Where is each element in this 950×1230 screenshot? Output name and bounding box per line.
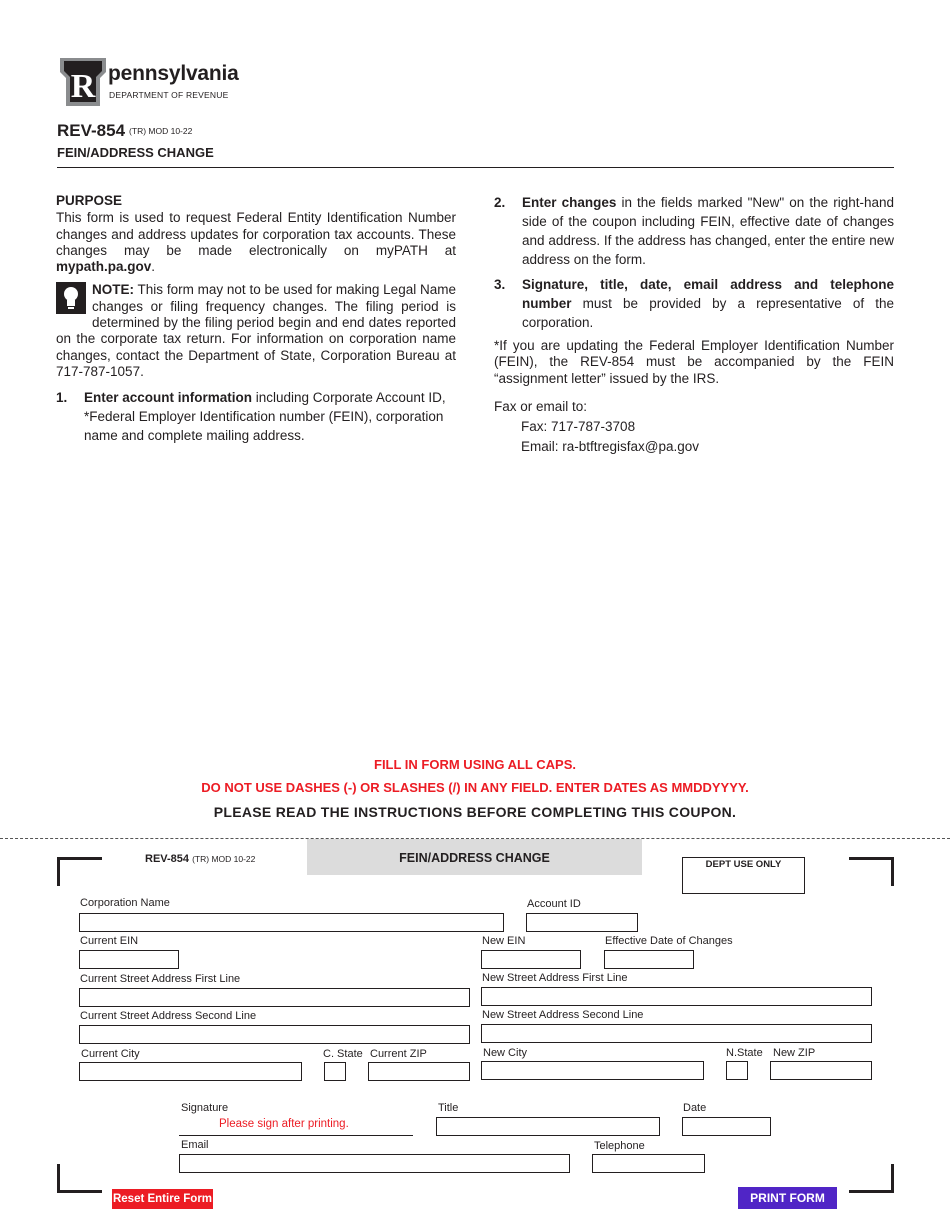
- current-city-field[interactable]: [79, 1062, 302, 1081]
- pa-keystone-logo: [60, 58, 106, 106]
- fax-heading: Fax or email to:: [494, 398, 588, 414]
- current-street2-field[interactable]: [79, 1025, 470, 1044]
- corner-mark-br: [849, 1164, 894, 1193]
- caps-warning: FILL IN FORM USING ALL CAPS.: [374, 757, 576, 772]
- brand-name: pennsylvania: [108, 62, 239, 85]
- corner-mark-tr: [849, 857, 894, 886]
- email-field[interactable]: [179, 1154, 570, 1173]
- new-city-field[interactable]: [481, 1061, 704, 1080]
- current-street1-label: Current Street Address First Line: [80, 973, 241, 985]
- corner-mark-bl: [57, 1164, 102, 1193]
- new-street2-field[interactable]: [481, 1024, 872, 1043]
- telephone-label: Telephone: [594, 1140, 645, 1152]
- print-form-button[interactable]: PRINT FORM: [738, 1187, 837, 1209]
- mypath-link: mypath.pa.gov: [56, 259, 152, 275]
- telephone-field[interactable]: [592, 1154, 705, 1173]
- new-ein-label: New EIN: [482, 935, 526, 947]
- signature-line: [179, 1135, 413, 1136]
- purpose-heading: PURPOSE: [56, 193, 123, 208]
- current-zip-label: Current ZIP: [370, 1048, 427, 1060]
- effective-date-field[interactable]: [604, 950, 694, 969]
- new-street1-label: New Street Address First Line: [482, 972, 628, 984]
- current-street1-field[interactable]: [79, 988, 470, 1007]
- email-label: Email: [181, 1139, 209, 1151]
- current-city-label: Current City: [81, 1048, 140, 1060]
- dept-use-box: DEPT USE ONLY: [682, 857, 805, 894]
- effective-date-label: Effective Date of Changes: [605, 935, 733, 947]
- read-instructions-warning: PLEASE READ THE INSTRUCTIONS BEFORE COMPLETING THIS COUPON.: [213, 804, 737, 820]
- new-city-label: New City: [483, 1047, 528, 1059]
- new-street1-field[interactable]: [481, 987, 872, 1006]
- current-street2-label: Current Street Address Second Line: [80, 1010, 257, 1022]
- form-title: FEIN/ADDRESS CHANGE: [57, 145, 214, 160]
- fax-number: Fax: 717-787-3708: [521, 418, 636, 434]
- account-id-field[interactable]: [526, 913, 638, 932]
- new-zip-label: New ZIP: [773, 1047, 816, 1059]
- corporation-name-field[interactable]: [79, 913, 504, 932]
- date-field[interactable]: [682, 1117, 771, 1136]
- new-street2-label: New Street Address Second Line: [482, 1009, 644, 1021]
- corporation-name-label: Corporation Name: [80, 897, 170, 909]
- coupon-form-number: REV-854 (TR) MOD 10-22: [145, 853, 256, 865]
- instructions-right-column: [494, 193, 894, 457]
- header-divider: [57, 167, 894, 168]
- note-paragraph: NOTE: This form may not to be used for making Legal Name changes or filing frequency changes. The filing period is determined by the filing period begin and end dates reported on the corporate tax return. For information on corporation name changes, contact the Department of State, Corporation Bureau at 717-787-1057.: [56, 282, 456, 379]
- title-field[interactable]: [436, 1117, 660, 1136]
- step-1: 1. Enter account information including Corporate Account ID, *Federal Employer Identification number (FEIN), corporation name and complete mailing address.: [56, 390, 446, 444]
- dash-warning: DO NOT USE DASHES (-) OR SLASHES (/) IN ANY FIELD. ENTER DATES AS MMDDYYYY.: [201, 780, 749, 795]
- corner-mark-tl: [57, 857, 102, 886]
- lightbulb-icon: [56, 282, 86, 314]
- current-state-label: C. State: [323, 1048, 363, 1060]
- current-ein-field[interactable]: [79, 950, 179, 969]
- step-3: 3. Signature, title, date, email address and telephone number must be provided by a representative of the corporation.: [494, 277, 894, 330]
- reset-form-button[interactable]: Reset Entire Form: [112, 1189, 213, 1209]
- fein-note: *If you are updating the Federal Employer Identification Number (FEIN), the REV-854 must be accompanied by the FEIN “assignment letter” issued by the IRS.: [494, 338, 894, 386]
- new-state-label: N.State: [726, 1047, 763, 1059]
- purpose-paragraph: This form is used to request Federal Entity Identification Number changes and address updates for corporation tax accounts. These changes may be made electronically on myPATH at mypath.pa.gov.: [56, 210, 456, 275]
- new-state-field[interactable]: [726, 1061, 748, 1080]
- current-zip-field[interactable]: [368, 1062, 470, 1081]
- account-id-label: Account ID: [527, 898, 581, 910]
- signature-label: Signature: [181, 1102, 229, 1114]
- form-number: REV-854 (TR) MOD 10-22: [57, 121, 193, 140]
- new-zip-field[interactable]: [770, 1061, 872, 1080]
- svg-text:R: R: [70, 68, 96, 105]
- new-ein-field[interactable]: [481, 950, 581, 969]
- current-state-field[interactable]: [324, 1062, 346, 1081]
- department-name: DEPARTMENT OF REVENUE: [109, 90, 229, 100]
- current-ein-label: Current EIN: [80, 935, 139, 947]
- coupon-title: FEIN/ADDRESS CHANGE: [307, 839, 642, 875]
- email-address: Email: ra-btftregisfax@pa.gov: [521, 438, 700, 454]
- instructions-left-column: [56, 193, 456, 445]
- date-label: Date: [683, 1102, 707, 1114]
- step-2: 2. Enter changes in the fields marked "New" on the right-hand side of the coupon including FEIN, effective date of changes and address. If the address has changed, enter the entire new address on the form.: [494, 195, 895, 267]
- title-label: Title: [438, 1102, 459, 1114]
- sign-after-printing-note: Please sign after printing.: [219, 1118, 349, 1130]
- form-mod: (TR) MOD 10-22: [129, 126, 193, 136]
